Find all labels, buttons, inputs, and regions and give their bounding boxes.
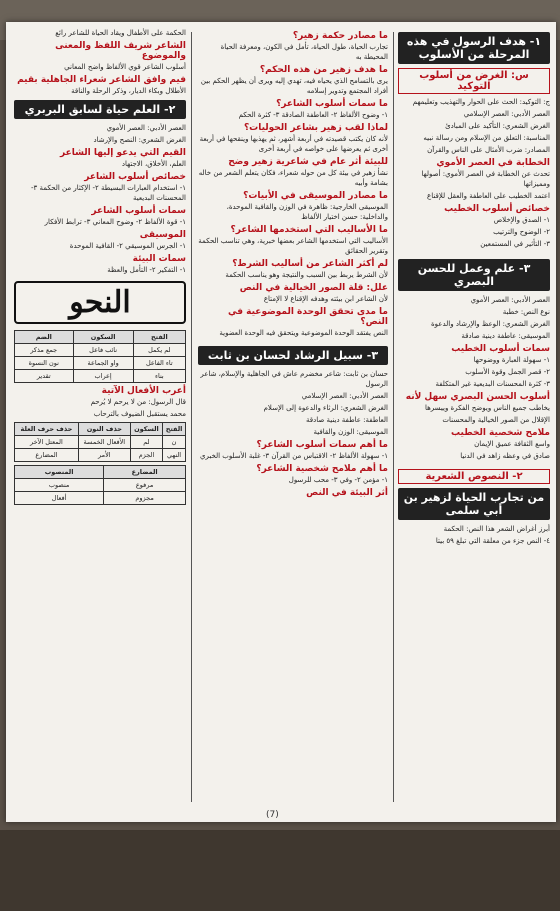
right-paragraph: تحدث عن الخطابة في العصر الأموي: أصولها ومميزاتها (421, 170, 550, 188)
right-paragraph: يخاطب جميع الناس ويوضح الفكرة وييسرها (424, 404, 550, 412)
right-paragraph: العصر الأدبي: العصر الأموي (470, 296, 550, 304)
middle-paragraph: حسان بن ثابت: شاعر مخضرم عاش في الجاهلية والإسلام، شاعر الرسول (200, 370, 388, 388)
right-paragraph: ٢- الوضوح والترتيب (493, 228, 550, 236)
middle-paragraph: النص يفتقد الوحدة الموضوعية ويتحقق فيه الوحدة العضوية (219, 329, 388, 337)
grammar-table-1 (14, 330, 186, 383)
table-cell: الأفعال الخمسة (78, 436, 130, 449)
grammar-title: النحو (14, 281, 186, 324)
right-section-header: ٣- علم وعمل للحسن البصري (398, 259, 550, 291)
middle-paragraph: ١- سهولة الألفاظ ٢- الاقتباس من القرآن ٣- غلبة الأسلوب الخبري (200, 452, 388, 460)
right-paragraph: المناسبة: التعلق من الإسلام ومن رسالة نبيه (423, 134, 550, 142)
right-paragraph: ج: التوكيد: الحث على الحوار والتهذيب وتعليمهم (412, 98, 550, 106)
right-paragraph: اعتمد الخطيب على العاطفة والعقل للإقناع (427, 192, 550, 200)
table-header: حذف النون (78, 423, 130, 436)
middle-heading: ما مصادر حكمة زهير؟ (292, 31, 388, 41)
table-cell: منصوب (15, 479, 104, 492)
right-heading-5: أسلوب الحسن البصري سهل لأنه (405, 392, 550, 402)
table-cell: الجزم (130, 449, 162, 462)
right-paragraph: الإقلال من الصور الخيالية والمحسنات (442, 416, 550, 424)
table-cell: تقدير (15, 370, 74, 383)
table-cell: نون النسوة (15, 357, 74, 370)
grammar-table-3 (14, 465, 186, 505)
middle-heading: ما مدى تحقق الوحدة الموضوعية في النص؟ (228, 307, 388, 327)
page-number: (7) (266, 810, 279, 820)
middle-paragraph: ١- وضوح الألفاظ ٢- العاطفة الصادقة ٣- كثرة الحكم (238, 111, 388, 119)
middle-paragraph: العاطفة: عاطفة دينية صادقة (306, 416, 388, 424)
left-heading: سمات أسلوب الشاعر (91, 206, 186, 216)
middle-heading: لم أكثر الشاعر من أساليب الشرط؟ (232, 259, 388, 269)
middle-paragraph: العصر الأدبي: العصر الإسلامي (301, 392, 388, 400)
right-paragraph: ٤- النص جزء من معلقة التي تبلغ ٥٩ بيتا (435, 537, 550, 545)
left-paragraph: ١- قوة الألفاظ ٢- وضوح المعاني ٣- ترابط الأفكار (44, 218, 186, 226)
left-paragraph: ١- استخدام العبارات البسيطة ٢- الإكثار من الحكمة ٣- المحسنات البديعية (31, 184, 186, 202)
left-paragraph: ١- التفكير ٢- التأمل والعظة (107, 266, 186, 274)
middle-heading: لماذا لقب زهير بشاعر الحوليات؟ (243, 123, 388, 133)
table-cell: لم يكمل (133, 344, 185, 357)
middle-section-header: ٣- سبيل الرشاد لحسان بن ثابت (198, 346, 388, 365)
middle-paragraph: نشأ زهير في بيئة كل من حوله شعراء، فكان يتعلم الشعر من خاله بشامة وأبيه (198, 169, 388, 187)
newspaper-page (6, 22, 556, 822)
example-line: قال الرسول: من لا يرحم لا يُرحم (90, 398, 186, 406)
left-paragraph: الحكمة على الأطفال ويقاد الحياة للشاعر رائع (55, 29, 186, 37)
middle-paragraph: ١- مؤمن ٢- وفي ٣- محب للرسول (288, 476, 388, 484)
table-header: السكون (130, 423, 162, 436)
table-cell: نائب فاعل (73, 344, 133, 357)
right-paragraph: الغرض الشعري: التأكيد على المبادئ (445, 122, 550, 130)
examples-title: أعرب الأفعال الآتية (101, 386, 186, 396)
middle-heading: ما أهم سمات أسلوب الشاعر؟ (256, 440, 388, 450)
middle-paragraph: الموسيقى: الوزن والقافية (313, 428, 388, 436)
example-line: محمد يستقبل الضيوف بالترحاب (93, 410, 186, 418)
left-paragraph: ١- الجرس الموسيقي ٢- القافية الموحدة (69, 242, 186, 250)
middle-paragraph: لأن الشاعر ابن بيئته وهدفه الإقناع لا الإمتاع (263, 295, 388, 303)
table-cell: واو الجماعة (73, 357, 133, 370)
right-paragraph: ٣- كثرة المحسنات البديعية غير المتكلفة (435, 380, 550, 388)
right-top-header: ١- هدف الرسول في هذه المرحلة من الأسلوب (398, 32, 550, 64)
table-cell: جمع مذكر (15, 344, 74, 357)
left-heading: خصائص أسلوب الشاعر (84, 172, 186, 182)
table-row (15, 344, 186, 357)
right-paragraph: الموسيقى: عاطفة دينية صادقة (461, 332, 550, 340)
left-paragraph: الغرض الشعري: النصح والإرشاد (93, 136, 186, 144)
grammar-table-2 (14, 422, 186, 462)
middle-paragraph: الأساليب التي استخدمها الشاعر بعضها خبرية، وهي تناسب الحكمة وتقرير الحقائق (198, 237, 388, 255)
table-header: حذف حرف العلة (15, 423, 79, 436)
table-cell: إعراب (73, 370, 133, 383)
right-paragraph: المصادر: ضرب الأمثال على الناس والقرآن (427, 146, 550, 154)
right-paragraph: الغرض الشعري: الوعظ والإرشاد والدعوة (431, 320, 550, 328)
table-cell: المعتل الآخر (15, 436, 79, 449)
right-section2-sub: من تجارب الحياة لزهير بن أبي سلمى (398, 488, 550, 520)
middle-column (198, 28, 388, 810)
left-paragraph: أسلوب الشاعر قوي الألفاظ واضح المعاني (64, 63, 186, 71)
table-row (15, 492, 186, 505)
middle-heading: ما سمات أسلوب الشاعر؟ (276, 99, 388, 109)
middle-paragraph: الغرض الشعري: الرثاء والدعوة إلى الإسلام (263, 404, 388, 412)
right-paragraph: صادق في وعظه زاهد في الدنيا (460, 452, 550, 460)
left-heading: الموسيقى (139, 230, 186, 240)
right-paragraph: نوع النص: خطبة (502, 308, 550, 316)
right-heading-1: س: الغرض من أسلوب التوكيد (398, 68, 550, 94)
column-divider (393, 32, 394, 802)
left-paragraph: العصر الأدبي: العصر الأموي (106, 124, 186, 132)
left-heading: الشاعر شريف اللفظ والمعنى والموضوع (55, 41, 186, 61)
right-section2-header: ٢- النصوص الشعرية (398, 469, 550, 484)
table-row (15, 370, 186, 383)
right-heading-2: الخطابة في العصر الأموي (436, 158, 550, 168)
middle-heading: ما أهم ملامح شخصية الشاعر؟ (256, 464, 388, 474)
middle-heading: ما الأساليب التي استخدمها الشاعر؟ (230, 225, 388, 235)
table-cell: تاء الفاعل (133, 357, 185, 370)
left-column (14, 28, 186, 810)
table-cell: مرفوع (104, 479, 186, 492)
right-heading-4: سمات أسلوب الخطيب (451, 344, 550, 354)
right-paragraph: العصر الأدبي: العصر الإسلامي (463, 110, 550, 118)
left-paragraph: الأطلال وبكاء الديار، وذكر الرحلة والناقة (71, 87, 186, 95)
left-paragraph: العلم، الأخلاق، الاجتهاد (121, 160, 186, 168)
table-cell: الأمر (78, 449, 130, 462)
right-heading-3: خصائص أسلوب الخطيب (444, 204, 550, 214)
right-paragraph: أبرز أغراض الشعر هذا النص: الحكمة (443, 525, 550, 533)
table-cell: المضارع (15, 449, 79, 462)
right-heading-6: ملامح شخصية الخطيب (451, 428, 550, 438)
middle-paragraph: لأن الشرط يربط بين السبب والنتيجة وهو يناسب الحكمة (225, 271, 388, 279)
table-row (15, 436, 186, 449)
middle-heading: علل: قلة الصور الخيالية في النص (239, 283, 388, 293)
right-paragraph: ٢- قصر الجمل وقوة الأسلوب (465, 368, 550, 376)
table-header: السكون (73, 331, 133, 344)
table-cell: بناء (133, 370, 185, 383)
middle-heading: أثر البيئة في النص (306, 488, 388, 498)
right-paragraph: ١- الصدق والإخلاص (493, 216, 550, 224)
left-heading: القيم التي يدعو إليها الشاعر (59, 148, 186, 158)
table-cell: النهي (163, 449, 186, 462)
left-heading: سمات البيئة (132, 254, 186, 264)
table-header: الفتح (133, 331, 185, 344)
middle-paragraph: الموسيقى الخارجية: ظاهرة في الوزن والقافية الموحدة، والداخلية: حسن اختيار الألفاظ (226, 203, 388, 221)
right-paragraph: ٣- التأثير في المستمعين (480, 240, 550, 248)
middle-paragraph: تجارب الحياة، طول الحياة، تأمل في الكون، ومعرفة الحياة المحيطة به (220, 43, 388, 61)
right-paragraph: ١- سهولة العبارة ووضوحها (473, 356, 550, 364)
table-header: الفتح (163, 423, 186, 436)
table-cell: ن (163, 436, 186, 449)
table-header: المضارع (104, 466, 186, 479)
table-cell: مجزوم (104, 492, 186, 505)
middle-heading: ما مصادر الموسيقى في الأبيات؟ (243, 191, 388, 201)
middle-paragraph: لأنه كان يكتب قصيدته في أربعة أشهر، ثم يهذبها وينقحها في أربعة أخرى ثم يعرضها على خواصه في أربعة أخرى (199, 135, 388, 153)
background-bottom (0, 830, 560, 911)
middle-heading: للبيئة أثر عام في شاعرية زهير وضح (228, 157, 388, 167)
middle-heading: ما هدف زهير من هذه الحكم؟ (259, 65, 388, 75)
left-section-header: ٢- العلم حياة لسابق البربري (14, 100, 186, 119)
table-row (15, 449, 186, 462)
column-divider (191, 32, 192, 802)
table-row (15, 479, 186, 492)
table-header: الضم (15, 331, 74, 344)
right-column (398, 28, 550, 810)
left-heading: فيم وافق الشاعر شعراء الجاهلية بقيم (17, 75, 186, 85)
right-paragraph: واسع الثقافة عميق الإيمان (474, 440, 550, 448)
table-cell: أفعال (15, 492, 104, 505)
table-row (15, 357, 186, 370)
table-header: المنصوب (15, 466, 104, 479)
middle-paragraph: يرى بالتسامح الذي يحياه فيه، تهدي إليه ويرى أن يظهر الحكم بين أفراد المجتمع وتدوير إسلامه (200, 77, 388, 95)
table-cell: لم (130, 436, 162, 449)
